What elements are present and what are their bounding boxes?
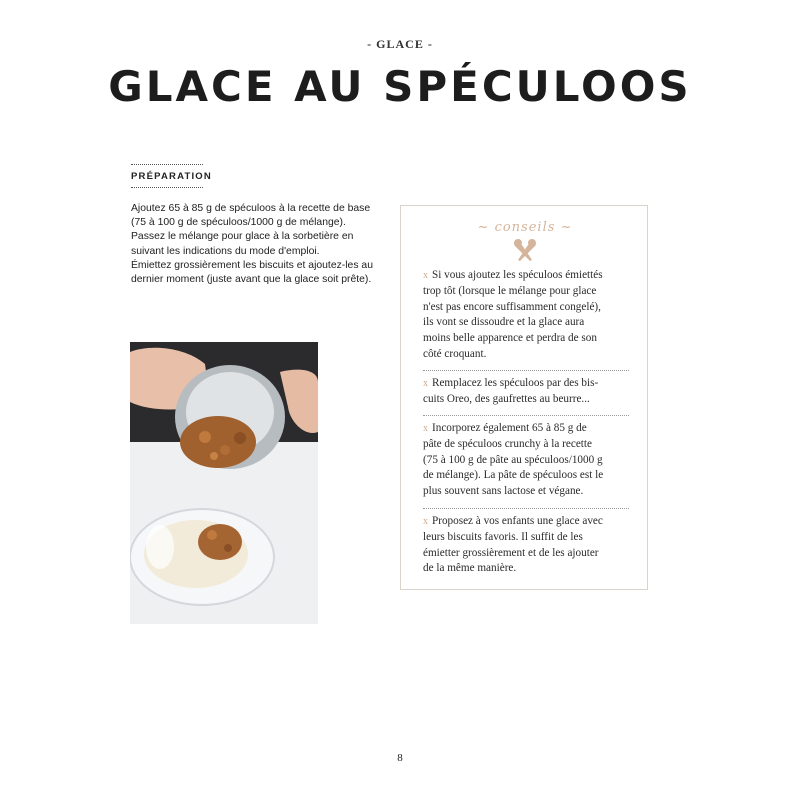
tip-divider: [423, 370, 629, 371]
page-number: 8: [397, 752, 403, 764]
tip-line: de mélange). La pâte de spéculoos est le: [423, 469, 604, 482]
tip-line: Remplacez les spéculoos par des bis-: [432, 377, 599, 389]
preparation-line: Ajoutez 65 à 85 g de spéculoos à la recette de base: [131, 203, 371, 214]
tip-divider: [423, 415, 629, 416]
speculoos-bowl-illustration: [130, 342, 318, 624]
tip-line: n'est pas encore suffisamment congelé),: [423, 300, 601, 313]
tip-line: moins belle apparence et perdra de son: [423, 332, 597, 345]
tip-bullet: x: [423, 270, 428, 281]
tip-line: pâte de spéculoos crunchy à la recette: [423, 437, 592, 450]
tip-item: [423, 421, 629, 500]
preparation-line: (75 à 100 g de spéculoos/1000 g de mélange).: [131, 217, 346, 229]
preparation-line: suivant les indications du mode d'emploi.: [131, 245, 320, 257]
tip-bullet: x: [423, 516, 428, 527]
page-title: GLACE AU SPÉCULOOS: [108, 62, 692, 111]
preparation-line: dernier moment (juste avant que la glace soit prête).: [131, 274, 372, 286]
preparation-line: Émiettez grossièrement les biscuits et ajoutez-les au: [131, 259, 373, 271]
tip-line: Proposez à vos enfants une glace avec: [432, 515, 603, 527]
crossed-cones-icon: [509, 238, 541, 262]
tip-item: [423, 268, 629, 363]
tip-line: cuits Oreo, des gaufrettes au beurre...: [423, 392, 590, 405]
tip-line: émietter grossièrement et de les ajouter: [423, 546, 599, 559]
tip-line: leurs biscuits favoris. Il suffit de les: [423, 530, 583, 543]
tip-line: (75 à 100 g de pâte au spéculoos/1000 g: [423, 453, 603, 466]
tip-line: ils vont se dissoudre et la glace aura: [423, 316, 585, 329]
tip-line: de la même manière.: [423, 562, 517, 575]
tip-divider: [423, 508, 629, 509]
tips-box: [400, 205, 648, 590]
section-label: - GLACE -: [367, 37, 433, 51]
tip-bullet: x: [423, 423, 428, 434]
tip-line: plus souvent sans lactose et végane.: [423, 485, 584, 498]
tip-bullet: x: [423, 378, 428, 389]
tip-line: Incorporez également 65 à 85 g de: [432, 422, 587, 434]
preparation-line: Passez le mélange pour glace à la sorbetière en: [131, 231, 354, 243]
tip-item: [423, 376, 629, 408]
tip-line: Si vous ajoutez les spéculoos émiettés: [432, 269, 603, 281]
preparation-text: [131, 202, 381, 287]
preparation-heading: PRÉPARATION: [131, 164, 203, 188]
recipe-photo: [130, 342, 318, 624]
tip-line: côté croquant.: [423, 347, 487, 360]
tip-line: trop tôt (lorsque le mélange pour glace: [423, 284, 597, 297]
tips-title: ~ conseils ~: [477, 220, 573, 235]
tip-item: [423, 514, 629, 577]
